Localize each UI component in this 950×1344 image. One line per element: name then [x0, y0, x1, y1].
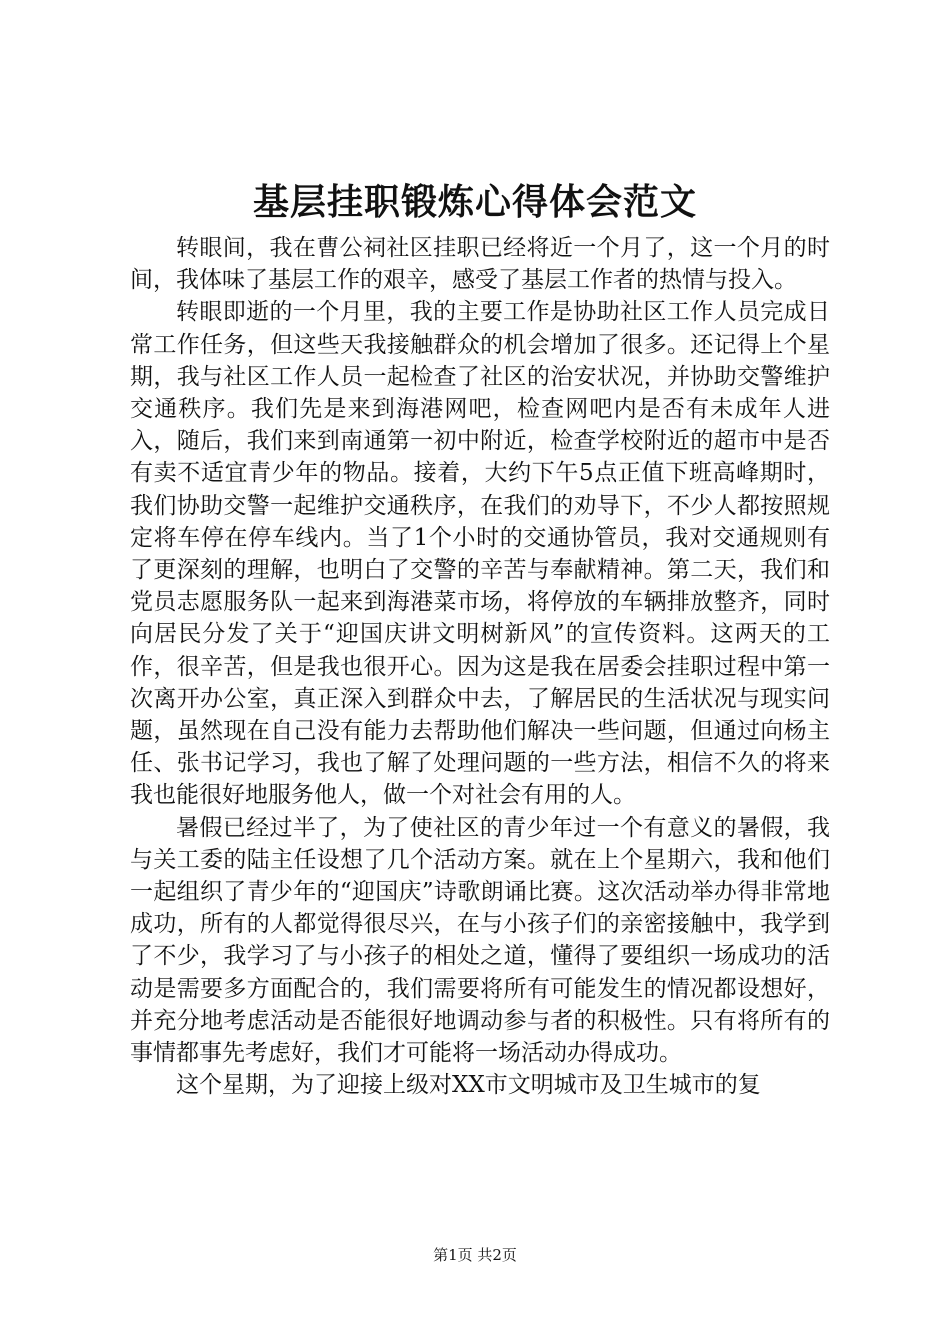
page-footer: 第1页 共2页 [433, 1246, 517, 1264]
paragraph-1: 转眼间，我在曹公祠社区挂职已经将近一个月了，这一个月的时间，我体味了基层工作的艰辛，感受了基层工作者的热情与投入。 [130, 235, 830, 294]
document-body [130, 232, 830, 1101]
document-title: 基层挂职锻炼心得体会范文 [252, 181, 697, 223]
paragraph-3: 暑假已经过半了，为了使社区的青少年过一个有意义的暑假，我与关工委的陆主任设想了几个活动方案。就在上个星期六，我和他们一起组织了青少年的“迎国庆”诗歌朗诵比赛。这次活动举办得非常地成功，所有的人都觉得很尽兴，在与小孩子们的亲密接触中，我学到了不少，我学习了与小孩子的相处之道，懂得了要组织一场成功的活动是需要多方面配合的，我们需要将所有可能发生的情况都设想好，并充分地考虑活动是否能很好地调动参与者的积极性。只有将所有的事情都事先考虑好，我们才可能将一场活动办得成功。 [130, 814, 830, 1067]
paragraph-2: 转眼即逝的一个月里，我的主要工作是协助社区工作人员完成日常工作任务，但这些天我接触群众的机会增加了很多。还记得上个星期，我与社区工作人员一起检查了社区的治安状况，并协助交警维护交通秩序。我们先是来到海港网吧，检查网吧内是否有未成年人进入，随后，我们来到南通第一初中附近，检查学校附近的超市中是否有卖不适宜青少年的物品。接着，大约下午5点正值下班高峰期时，我们协助交警一起维护交通秩序，在我们的劝导下，不少人都按照规定将车停在停车线内。当了1个小时的交通协管员，我对交通规则有了更深刻的理解，也明白了交警的辛苦与奉献精神。第二天，我们和党员志愿服务队一起来到海港菜市场，将停放的车辆排放整齐，同时向居民分发了关于“迎国庆讲文明树新风”的宣传资料。这两天的工作，很辛苦，但是我也很开心。因为这是我在居委会挂职过程中第一次离开办公室，真正深入到群众中去，了解居民的生活状况与现实问题，虽然现在自己没有能力去帮助他们解决一些问题，但通过向杨主任、张书记学习，我也了解了处理问题的一些方法，相信不久的将来我也能很好地服务他人，做一个对社会有用的人。 [130, 299, 830, 809]
paragraph-4: 这个星期，为了迎接上级对XX市文明城市及卫生城市的复 [176, 1072, 761, 1099]
